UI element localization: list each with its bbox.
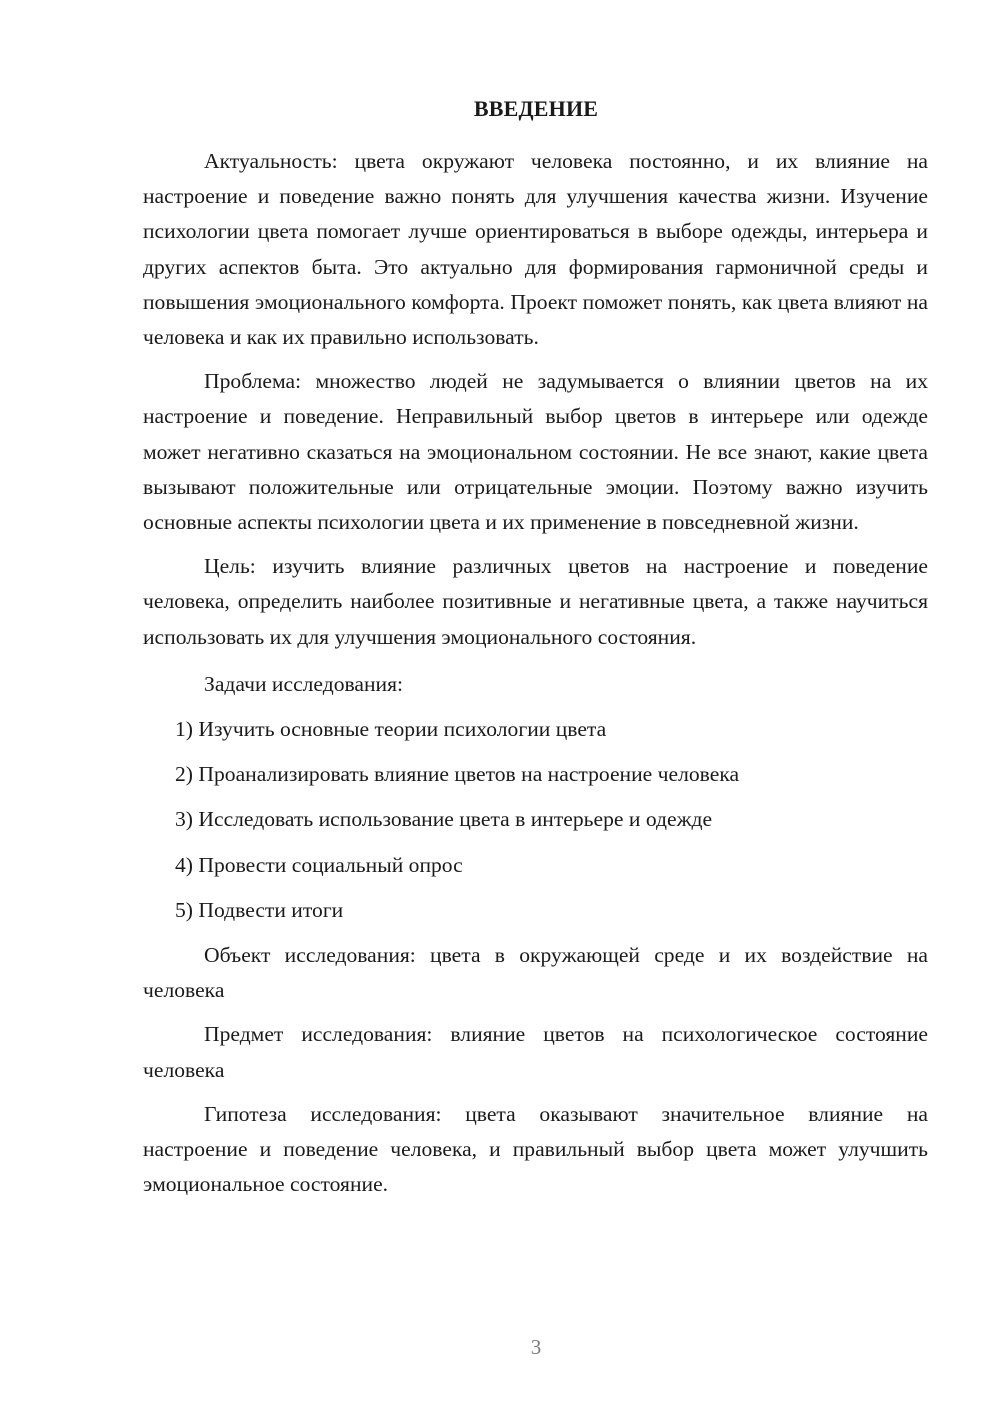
relevance-paragraph: Актуальность: цвета окружают человека постоянно, и их влияние на настроение и поведение важно понять для улучшения качества жизни. Изучение психологии цвета помогает лучше ориентироваться в выборе одежды, интерьера и других аспектов быта. Это актуально для формирования гармоничной среды и повышения эмоционального комфорта. Проект поможет понять, как цвета влияют на человека и как их правильно использовать. (143, 149, 928, 350)
page-number: 3 (530, 1335, 542, 1359)
task-item-1: 1) Изучить основные теории психологии цвета (175, 717, 607, 742)
tasks-title: Задачи исследования: (204, 671, 404, 696)
hypothesis-paragraph: Гипотеза исследования: цвета оказывают значительное влияние на настроение и поведение человека, и правильный выбор цвета может улучшить эмоциональное состояние. (143, 1101, 928, 1197)
task-item-3: 3) Исследовать использование цвета в интерьере и одежде (175, 807, 713, 832)
subject-paragraph: Предмет исследования: влияние цветов на психологическое состояние человека (143, 1022, 928, 1082)
body-text (143, 144, 928, 1202)
task-item-4: 4) Провести социальный опрос (175, 852, 463, 877)
section-heading: ВВЕДЕНИЕ (473, 96, 599, 121)
task-item-2: 2) Проанализировать влияние цветов на настроение человека (175, 762, 740, 787)
problem-paragraph: Проблема: множество людей не задумывается о влиянии цветов на их настроение и поведение. Неправильный выбор цветов в интерьере или одежде может негативно сказаться на эмоциональном состоянии. Не все знают, какие цвета вызывают положительные или отрицательные эмоции. Поэтому важно изучить основные аспекты психологии цвета и их применение в повседневной жизни. (143, 369, 928, 535)
goal-paragraph: Цель: изучить влияние различных цветов на настроение и поведение человека, определить наиболее позитивные и негативные цвета, а также научиться использовать их для улучшения эмоционального состояния. (143, 554, 928, 649)
object-paragraph: Объект исследования: цвета в окружающей среде и их воздействие на человека (143, 943, 928, 1003)
task-item-5: 5) Подвести итоги (175, 897, 344, 922)
